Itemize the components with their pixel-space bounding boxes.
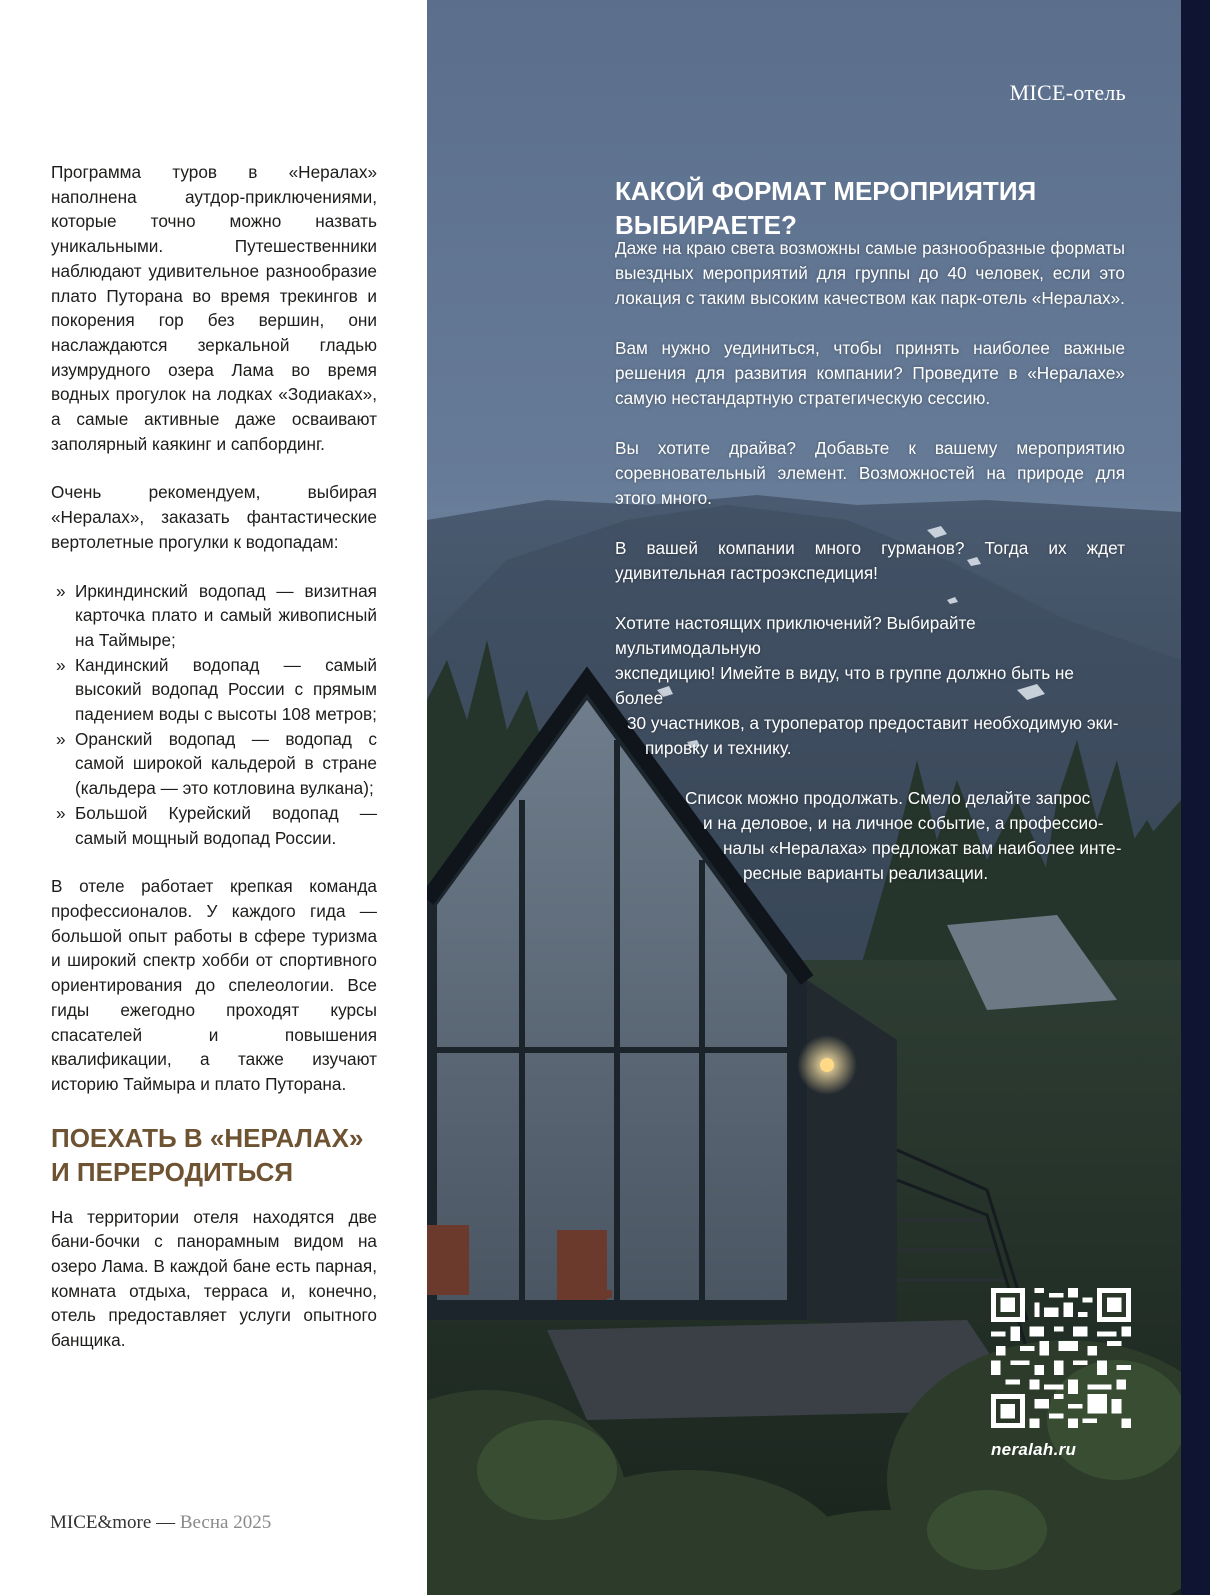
website-link[interactable]: neralah.ru [991,1440,1077,1459]
format-paragraph: Хотите настоящих приключений? Выбирайте мультимодальную экспедицию! Имейте в виду, что в группе должно быть не более 30 участников, а туроператор предоставит необходимую эки- пировку и технику. [615,613,1119,758]
intro-paragraph: Программа туров в «Нералах» наполнена аутдор-приключениями, которые точно можно назвать уникальными. Путешественники наблюдают удивительное разнообразие плато Путорана во время трекингов и покорения гор без вершин, они наслаждаются зеркальной гладью изумрудного озера Лама во время водных прогулок на лодках «Зодиаках», а самые активные даже осваивают заполярный каякинг и сапбординг. [51,162,377,454]
issue-label: Весна 2025 [179,1512,272,1533]
format-text [615,236,1125,911]
page-footer: MICE&more — Весна 2025 [50,1512,272,1533]
recommendation-paragraph: Очень рекомендуем, выбирая «Нералах», заказать фантастические вертолетные прогулки к водопадам: [51,482,377,552]
format-paragraph: Список можно продолжать. Смело делайте запрос и на деловое, и на личное событие, а профессио- налы «Нералаха» предложат вам наиболее инте- ресные варианты реализации. [685,788,1122,883]
list-item: » Иркиндинский водопад — визитная карточка плато и самый живописный на Таймыре; [56,580,377,650]
left-column [51,160,377,1377]
list-item: » Оранский водопад — водопад с самой широкой кальдерой в стране (кальдера — это котловина вулкана); [56,728,377,799]
bullet-mark: » [56,802,66,823]
bullet-mark: » [56,580,66,601]
magazine-name: MICE&more [50,1512,152,1533]
rubric-label: MICE-отель [1009,80,1126,105]
bullet-mark: » [56,728,66,749]
hero-photo [427,0,1181,1595]
list-item: » Кандинский водопад — самый высокий водопад России с прямым падением воды с высоты 108 метров; [56,654,377,725]
section-heading: ПОЕХАТЬ В «НЕРАЛАХ» И ПЕРЕРОДИТЬСЯ [51,1122,364,1187]
format-paragraph: В вашей компании много гурманов? Тогда их ждет удивительная гастроэкспедиция! [615,538,1125,583]
team-paragraph: В отеле работает крепкая команда профессионалов. У каждого гида — большой опыт работы в сфере туризма и широкий спектр хобби от спортивного ориентирования до спелеологии. Все гиды ежегодно проходят курсы спасателей и повышения квалификации, а также изучают историю Таймыра и плато Путорана. [51,876,377,1094]
bullet-mark: » [56,654,66,675]
banya-paragraph: На территории отеля находятся две бани-бочки с панорамным видом на озеро Лама. В каждой бане есть парная, комната отдыха, терраса и, конечно, отель предоставляет услуги опытного банщика. [51,1206,377,1351]
format-heading: КАКОЙ ФОРМАТ МЕРОПРИЯТИЯ ВЫБИРАЕТЕ? [615,175,1037,240]
list-item: » Большой Курейский водопад — самый мощный водопад России. [56,802,377,848]
format-paragraph: Вам нужно уединиться, чтобы принять наиболее важные решения для развития компании? Проведите в «Нералахе» самую нестандартную стратегическую сессию. [615,338,1125,408]
format-paragraph: Вы хотите драйва? Добавьте к вашему мероприятию соревновательный элемент. Возможностей на природе для этого много. [615,438,1125,508]
page-edge-strip [1181,0,1210,1595]
format-paragraph: Даже на краю света возможны самые разнообразные форматы выездных мероприятий для группы до 40 человек, если это локация с таким высоким качеством как парк-отель «Нералах». [615,238,1125,308]
qr-code-icon[interactable] [991,1288,1131,1428]
waterfalls-list [51,579,377,851]
